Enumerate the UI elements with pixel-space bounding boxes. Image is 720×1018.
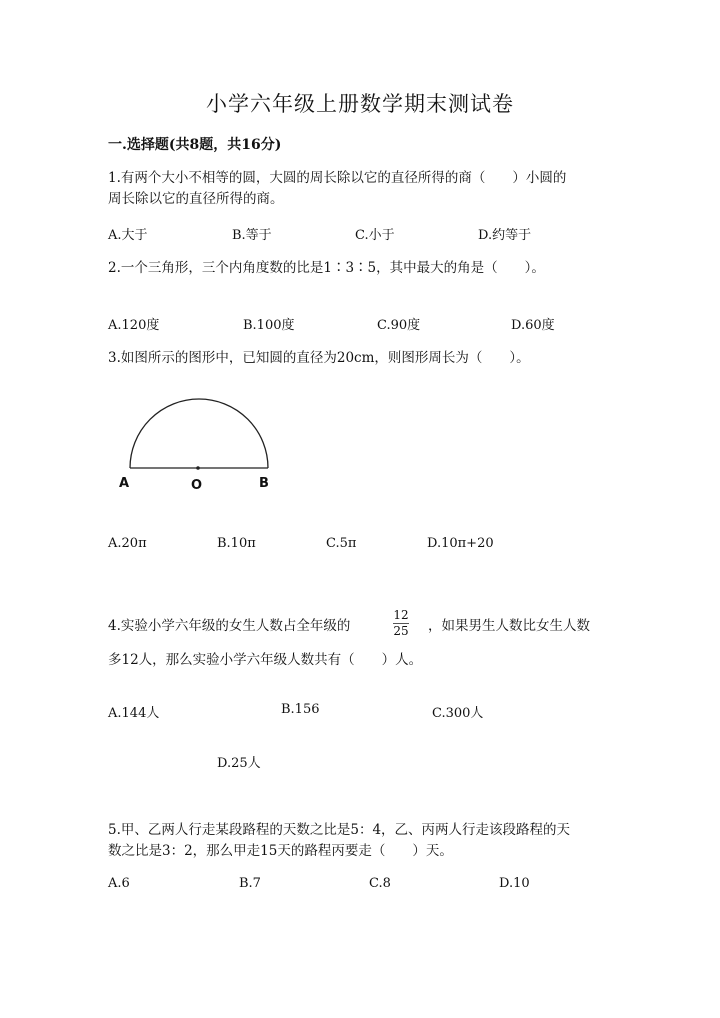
- figure-label-o: O: [191, 478, 203, 493]
- question-3-option-d: D.10π+20: [427, 536, 494, 551]
- question-5-option-b: B.7: [239, 876, 261, 891]
- question-2-option-c: C.90度: [377, 318, 421, 333]
- question-4-option-d: D.25人: [217, 756, 261, 771]
- question-4-option-a: A.144人: [108, 706, 160, 721]
- question-1-line-2: 周长除以它的直径所得的商。: [108, 191, 284, 207]
- question-5-line-2: 数之比是3：2，那么甲走15天的路程丙要走（ ）天。: [108, 843, 453, 859]
- question-2-option-b: B.100度: [243, 318, 295, 333]
- question-4-option-b: B.156: [281, 702, 320, 717]
- fraction-12-25: [392, 608, 410, 639]
- question-4-option-c: C.300人: [432, 706, 484, 721]
- question-5-option-d: D.10: [499, 876, 530, 891]
- question-1-option-c: C.小于: [355, 228, 395, 243]
- question-1-option-d: D.约等于: [478, 228, 532, 243]
- question-1-line-1: 1.有两个大小不相等的圆，大圆的周长除以它的直径所得的商（ ）小圆的: [108, 170, 567, 186]
- question-4-line-1-before: 4.实验小学六年级的女生人数占全年级的: [108, 618, 351, 634]
- question-3: 3.如图所示的图形中，已知圆的直径为20cm，则图形周长为（ ）。: [108, 350, 530, 366]
- question-4-line-1-after: ，如果男生人数比女生人数: [428, 618, 590, 634]
- question-3-option-a: A.20π: [108, 536, 147, 551]
- question-5-option-a: A.6: [108, 876, 130, 891]
- question-1-option-b: B.等于: [232, 228, 272, 243]
- fraction-denominator: 25: [393, 624, 409, 638]
- question-3-option-b: B.10π: [217, 536, 256, 551]
- question-1-option-a: A.大于: [108, 228, 148, 243]
- question-5-option-c: C.8: [369, 876, 391, 891]
- section-heading: 一.选择题(共8题，共16分): [108, 137, 282, 153]
- question-2-option-a: A.120度: [108, 318, 160, 333]
- semicircle-figure: [118, 394, 288, 499]
- question-3-option-c: C.5π: [326, 536, 357, 551]
- fraction-numerator: 12: [393, 608, 409, 622]
- figure-label-b: B: [259, 476, 269, 491]
- question-5: [108, 820, 570, 862]
- figure-label-a: A: [119, 476, 130, 491]
- page-title: 小学六年级上册数学期末测试卷: [206, 92, 514, 116]
- question-2: 2.一个三角形，三个内角度数的比是1∶3∶5，其中最大的角是（ ）。: [108, 260, 545, 276]
- question-5-line-1: 5.甲、乙两人行走某段路程的天数之比是5：4，乙、丙两人行走该段路程的天: [108, 822, 571, 838]
- semicircle-arc: [130, 399, 268, 468]
- question-1: [108, 168, 566, 210]
- question-4-line-2: 多12人，那么实验小学六年级人数共有（ ）人。: [108, 652, 423, 668]
- question-2-option-d: D.60度: [511, 318, 555, 333]
- center-point: [196, 466, 200, 470]
